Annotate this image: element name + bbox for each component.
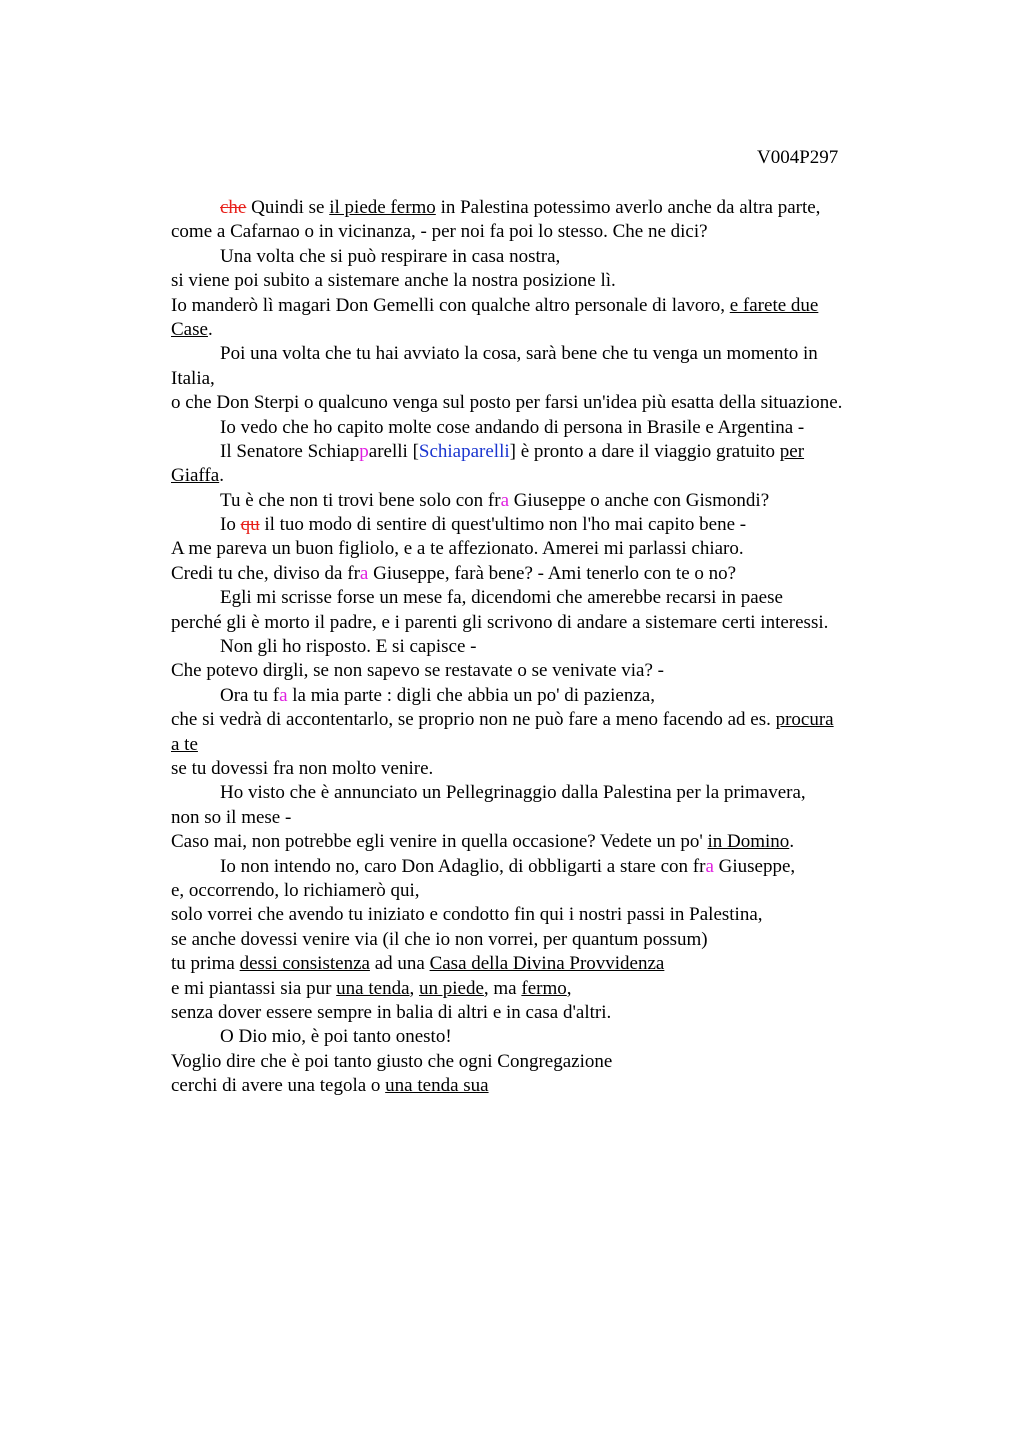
text-line	[171, 635, 911, 659]
text-segment: Io vedo che ho capito molte cose andando di persona in Brasile e Argentina -	[220, 416, 805, 438]
underlined-text: per	[779, 440, 805, 462]
text-line	[171, 781, 911, 805]
text-segment: il tuo modo di sentire di quest'ultimo non l'ho mai capito bene -	[259, 514, 747, 536]
underlined-text: il piede fermo	[329, 197, 436, 218]
deleted-text: che	[220, 197, 247, 218]
text-segment: Una volta che si può respirare in casa nostra,	[220, 245, 561, 267]
page-id: V004P297	[757, 147, 839, 168]
text-segment: Giuseppe,	[713, 855, 796, 877]
text-line	[171, 440, 911, 464]
underlined-text: Casa della Divina Provvidenza	[429, 953, 665, 975]
text-segment: Egli mi scrisse forse un mese fa, dicendomi che amerebbe recarsi in paese	[220, 587, 783, 609]
text-segment: Voglio dire che è poi tanto giusto che ogni Congregazione	[171, 1050, 613, 1072]
text-segment: Caso mai, non potrebbe egli venire in quella occasione? Vedete un po'	[171, 831, 708, 853]
text-segment: senza dover essere sempre in balia di altri e in casa d'altri.	[171, 1001, 612, 1023]
corrected-letter: a	[359, 562, 369, 584]
text-line	[171, 806, 911, 830]
text-segment: .	[219, 465, 224, 487]
underlined-text: fermo	[521, 977, 567, 999]
text-line	[171, 879, 911, 903]
text-segment: solo vorrei che avendo tu iniziato e condotto fin qui i nostri passi in Palestina,	[171, 904, 763, 926]
text-line	[171, 391, 911, 415]
corrected-letter: p	[359, 440, 369, 462]
text-segment: Quindi se	[246, 197, 330, 218]
underlined-text: un piede	[419, 977, 484, 999]
text-line	[171, 977, 911, 1001]
underlined-text: e farete due	[729, 294, 819, 316]
text-line	[171, 855, 911, 879]
editorial-note: Schiaparelli	[418, 440, 510, 462]
text-segment: Io	[220, 514, 241, 536]
text-segment: ,	[409, 977, 419, 999]
text-segment: in Palestina potessimo averlo anche da altra parte,	[435, 197, 821, 218]
text-segment: Che potevo dirgli, se non sapevo se restavate o se venivate via? -	[171, 660, 664, 682]
text-segment: e mi piantassi sia pur	[171, 977, 337, 999]
underlined-text: Giaffa	[171, 465, 220, 487]
text-segment: Ora tu f	[220, 684, 280, 706]
text-line	[171, 318, 911, 342]
text-segment: Credi tu che, diviso da fr	[171, 562, 360, 584]
text-line	[171, 1001, 911, 1025]
underlined-text: procura	[775, 709, 834, 731]
text-line	[171, 489, 911, 513]
text-segment: tu prima	[171, 953, 240, 975]
text-segment: Non gli ho risposto. E si capisce -	[220, 636, 477, 658]
text-segment: Tu è che non ti trovi bene solo con fr	[220, 489, 501, 511]
text-line	[171, 586, 911, 610]
text-segment: ad una	[369, 953, 430, 975]
text-line	[171, 1050, 911, 1074]
text-segment: come a Cafarnao o in vicinanza, - per noi fa poi lo stesso. Che ne dici?	[171, 221, 708, 243]
text-line	[171, 416, 911, 440]
text-line	[171, 269, 911, 293]
text-segment: Giuseppe o anche con Gismondi?	[509, 489, 770, 511]
underlined-text: Case	[171, 318, 208, 340]
text-segment: si viene poi subito a sistemare anche la nostra posizione lì.	[171, 270, 616, 292]
text-segment: A me pareva un buon figliolo, e a te affezionato. Amerei mi parlassi chiaro.	[171, 538, 744, 560]
text-line	[171, 952, 911, 976]
text-segment: Io non intendo no, caro Don Adaglio, di obbligarti a stare con fr	[220, 855, 706, 877]
text-line	[171, 659, 911, 683]
text-line	[171, 830, 911, 854]
text-line	[171, 245, 911, 269]
corrected-letter: a	[279, 684, 288, 706]
text-line	[171, 684, 911, 708]
deleted-text: qu	[240, 514, 260, 536]
text-segment: Poi una volta che tu hai avviato la cosa, sarà bene che tu venga un momento in	[220, 343, 818, 365]
text-line	[171, 367, 911, 391]
text-line	[171, 733, 911, 757]
text-segment: Il Senatore Schiap	[220, 440, 360, 462]
text-line	[171, 513, 911, 537]
text-segment: che si vedrà di accontentarlo, se proprio non ne può fare a meno facendo ad es.	[171, 709, 776, 731]
text-segment: se tu dovessi fra non molto venire.	[171, 757, 434, 779]
text-segment: .	[789, 831, 795, 853]
underlined-text: una tenda	[336, 977, 410, 999]
text-segment: se anche dovessi venire via (il che io non vorrei, per quantum possum)	[171, 928, 708, 950]
text-segment: , ma	[483, 977, 522, 999]
text-segment: o che Don Sterpi o qualcuno venga sul posto per farsi un'idea più esatta della situazione.	[171, 392, 843, 414]
text-line	[171, 196, 911, 220]
text-segment: cerchi di avere una tegola o	[171, 1075, 386, 1097]
text-line	[171, 294, 911, 318]
text-line	[171, 757, 911, 781]
text-segment: ] è pronto a dare il viaggio gratuito	[509, 440, 780, 462]
text-line	[171, 708, 911, 732]
text-segment: Ho visto che è annunciato un Pellegrinaggio dalla Palestina per la primavera,	[220, 782, 806, 804]
text-line	[171, 1025, 911, 1049]
underlined-text: in Domino	[707, 831, 790, 853]
text-line	[171, 562, 911, 586]
corrected-letter: a	[705, 855, 714, 877]
text-segment: ,	[566, 977, 572, 999]
text-line	[171, 611, 911, 635]
corrected-letter: a	[500, 489, 509, 511]
underlined-text: una tenda sua	[385, 1075, 489, 1097]
text-line	[171, 220, 911, 244]
text-segment: arelli [	[368, 440, 419, 462]
text-segment: non so il mese -	[171, 806, 292, 828]
text-segment: Italia,	[171, 367, 215, 389]
text-segment: e, occorrendo, lo richiamerò qui,	[171, 879, 420, 901]
text-line	[171, 1074, 911, 1098]
letter-body	[171, 196, 911, 1098]
text-line	[171, 928, 911, 952]
text-line	[171, 903, 911, 927]
text-segment: O Dio mio, è poi tanto onesto!	[220, 1026, 452, 1048]
underlined-text: a te	[171, 733, 198, 755]
underlined-text: dessi consistenza	[239, 953, 370, 975]
text-segment: perché gli è morto il padre, e i parenti gli scrivono di andare a sistemare certi interessi.	[171, 611, 829, 633]
text-segment: Io manderò lì magari Don Gemelli con qualche altro personale di lavoro,	[171, 294, 730, 316]
text-segment: Giuseppe, farà bene? - Ami tenerlo con te o no?	[368, 562, 737, 584]
text-segment: la mia parte : digli che abbia un po' di pazienza,	[287, 684, 655, 706]
text-segment: .	[207, 318, 213, 340]
text-line	[171, 342, 911, 366]
text-line	[171, 537, 911, 561]
text-line	[171, 464, 911, 488]
